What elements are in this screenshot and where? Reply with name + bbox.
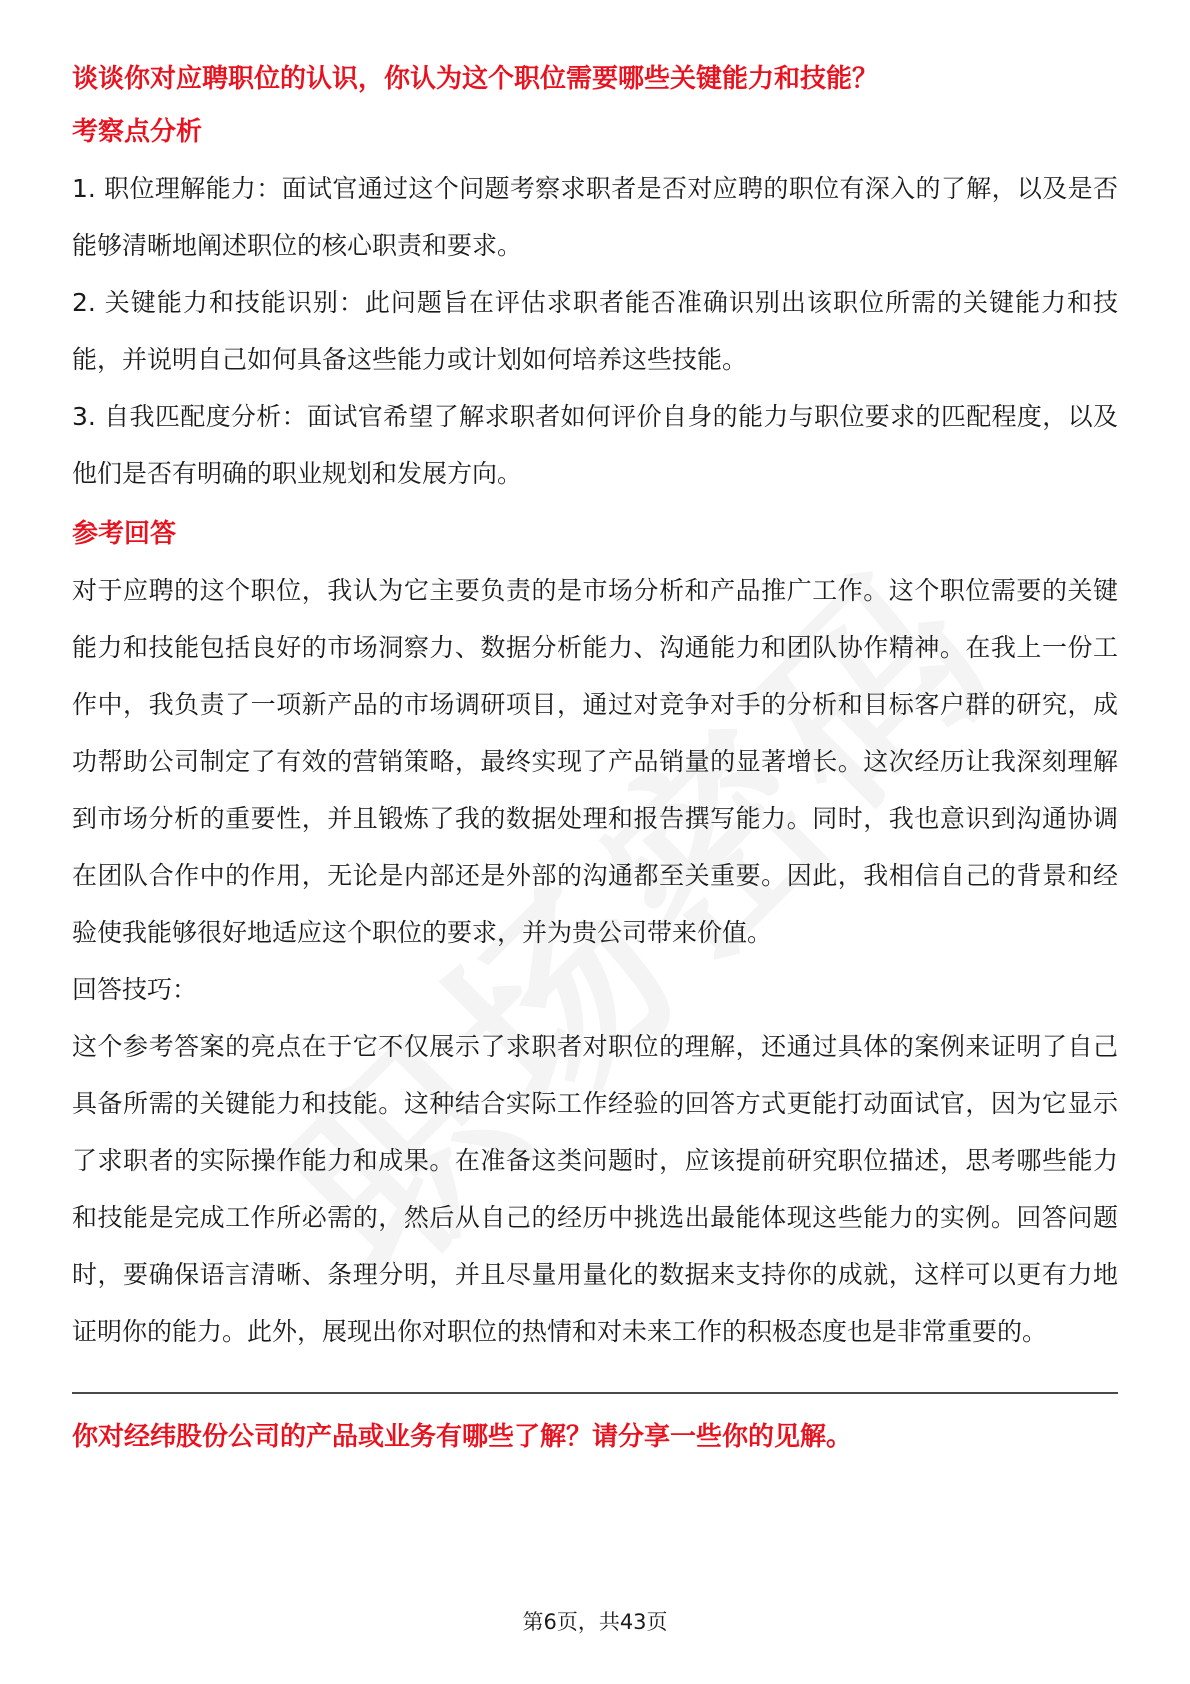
- reference-answer: 对于应聘的这个职位，我认为它主要负责的是市场分析和产品推广工作。这个职位需要的关键能力和技能包括良好的市场洞察力、数据分析能力、沟通能力和团队协作精神。在我上一份工作中，我负责了一项新产品的市场调研项目，通过对竞争对手的分析和目标客户群的研究，成功帮助公司制定了有效的营销策略，最终实现了产品销量的显著增长。这次经历让我深刻理解到市场分析的重要性，并且锻炼了我的数据处理和报告撰写能力。同时，我也意识到沟通协调在团队合作中的作用，无论是内部还是外部的沟通都至关重要。因此，我相信自己的背景和经验使我能够很好地适应这个职位的要求，并为贵公司带来价值。: [72, 576, 1118, 947]
- analysis-point-2: 2. 关键能力和技能识别：此问题旨在评估求职者能否准确识别出该职位所需的关键能力和技能，并说明自己如何具备这些能力或计划如何培养这些技能。: [72, 288, 1118, 374]
- page-content: [72, 58, 1118, 1458]
- next-question-heading: 你对经纬股份公司的产品或业务有哪些了解？请分享一些你的见解。: [72, 1422, 853, 1452]
- page-footer: 第6页，共43页: [522, 1610, 668, 1634]
- analysis-point-3: 3. 自我匹配度分析：面试官希望了解求职者如何评价自身的能力与职位要求的匹配程度，以及他们是否有明确的职业规划和发展方向。: [72, 402, 1118, 488]
- analysis-point-1: 1. 职位理解能力：面试官通过这个问题考察求职者是否对应聘的职位有深入的了解，以及是否能够清晰地阐述职位的核心职责和要求。: [72, 174, 1118, 260]
- section-divider: [72, 1392, 1118, 1394]
- question-heading: 谈谈你对应聘职位的认识，你认为这个职位需要哪些关键能力和技能？: [72, 64, 879, 94]
- tips-label: 回答技巧：: [72, 975, 198, 1004]
- reference-title: 参考回答: [72, 519, 177, 549]
- analysis-title: 考察点分析: [72, 117, 203, 147]
- tips-text: 这个参考答案的亮点在于它不仅展示了求职者对职位的理解，还通过具体的案例来证明了自己具备所需的关键能力和技能。这种结合实际工作经验的回答方式更能打动面试官，因为它显示了求职者的实际操作能力和成果。在准备这类问题时，应该提前研究职位描述，思考哪些能力和技能是完成工作所必需的，然后从自己的经历中挑选出最能体现这些能力的实例。回答问题时，要确保语言清晰、条理分明，并且尽量用量化的数据来支持你的成就，这样可以更有力地证明你的能力。此外，展现出你对职位的热情和对未来工作的积极态度也是非常重要的。: [72, 1032, 1118, 1346]
